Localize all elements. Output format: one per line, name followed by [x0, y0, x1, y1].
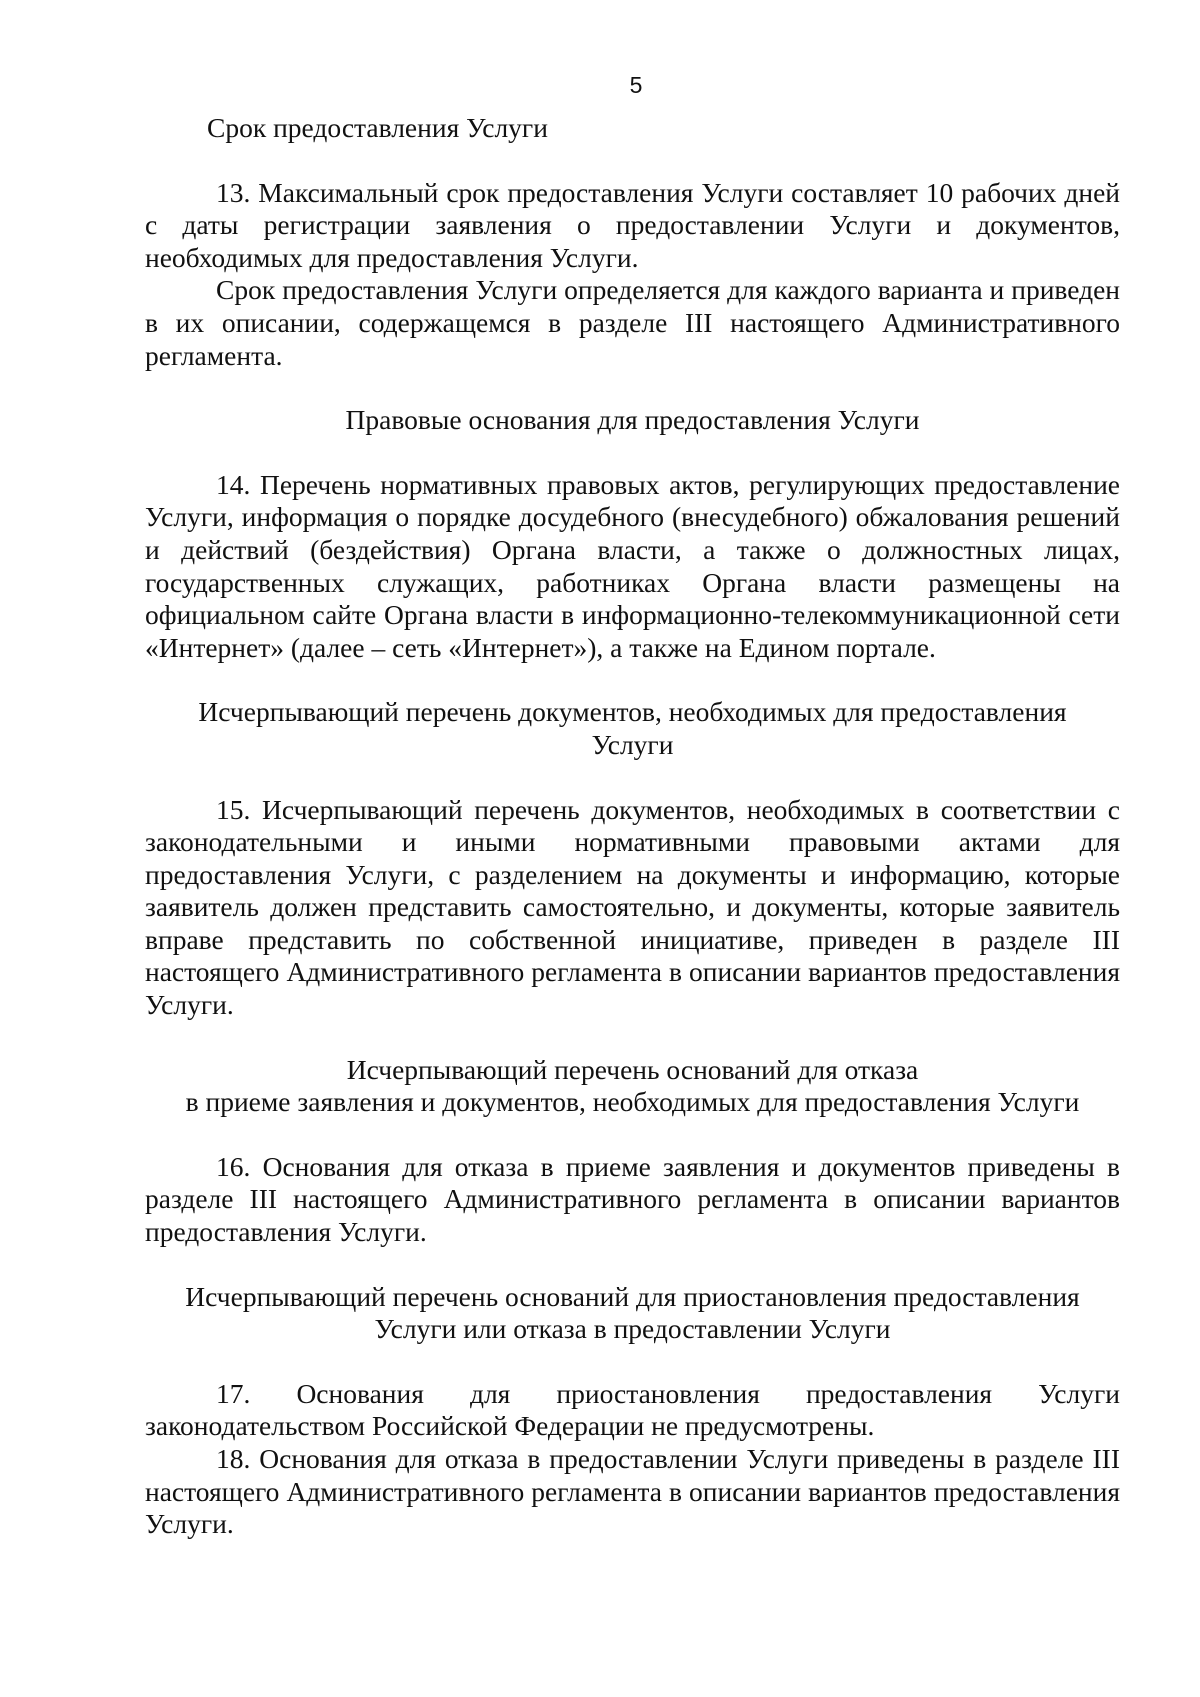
- heading-line: Исчерпывающий перечень оснований для приостановления предоставления: [185, 1280, 1080, 1312]
- paragraph-16: 16. Основания для отказа в приеме заявления и документов приведены в разделе III настоящего Административного регламента в описании вариантов предоставления Услуги.: [145, 1150, 1120, 1248]
- paragraph-18: 18. Основания для отказа в предоставлении Услуги приведены в разделе III настоящего Административного регламента в описании вариантов предоставления Услуги.: [145, 1443, 1120, 1540]
- heading-line: в приеме заявления и документов, необходимых для предоставления Услуги: [185, 1086, 1080, 1118]
- paragraph-13-continued: Срок предоставления Услуги определяется для каждого варианта и приведен в их описании, содержащемся в разделе III настоящего Административного регламента.: [145, 274, 1120, 371]
- section-heading-documents: [145, 696, 1120, 761]
- paragraph-13: 13. Максимальный срок предоставления Услуги составляет 10 рабочих дней с даты регистрации заявления о предоставлении Услуги и документов, необходимых для предоставления Услуги.: [145, 176, 1120, 273]
- section-heading-term: Срок предоставления Услуги: [207, 112, 548, 143]
- paragraph-15: 15. Исчерпывающий перечень документов, необходимых в соответствии с законодательными и иными нормативными правовыми актами для предоставления Услуги, с разделением на документы и информацию, которые заявитель должен представить самостоятельно, и документы, которые заявитель вправе представить по собственной инициативе, приведен в разделе III настоящего Административного регламента в описании вариантов предоставления Услуги.: [145, 793, 1120, 1021]
- page-number: 5: [629, 72, 643, 98]
- document-body: [145, 112, 1120, 1541]
- heading-line: Услуги: [591, 728, 674, 760]
- section-heading-legal-basis: Правовые основания для предоставления Услуги: [345, 404, 920, 436]
- heading-line: Исчерпывающий перечень документов, необходимых для предоставления: [198, 696, 1067, 728]
- paragraph-14: 14. Перечень нормативных правовых актов, регулирующих предоставление Услуги, информация о порядке досудебного (внесудебного) обжалования решений и действий (бездействия) Органа власти, а также о должностных лицах, государственных служащих, работниках Органа власти размещены на официальном сайте Органа власти в информационно-телекоммуникационной сети «Интернет» (далее – сеть «Интернет»), а также на Едином портале.: [145, 468, 1120, 663]
- section-heading-refusal-acceptance: [145, 1054, 1120, 1119]
- heading-line: Исчерпывающий перечень оснований для отказа: [346, 1053, 919, 1085]
- paragraph-17: 17. Основания для приостановления предоставления Услуги законодательством Российской Федерации не предусмотрены.: [145, 1377, 1120, 1442]
- heading-line: Услуги или отказа в предоставлении Услуги: [374, 1313, 891, 1345]
- section-heading-suspension: [145, 1281, 1120, 1346]
